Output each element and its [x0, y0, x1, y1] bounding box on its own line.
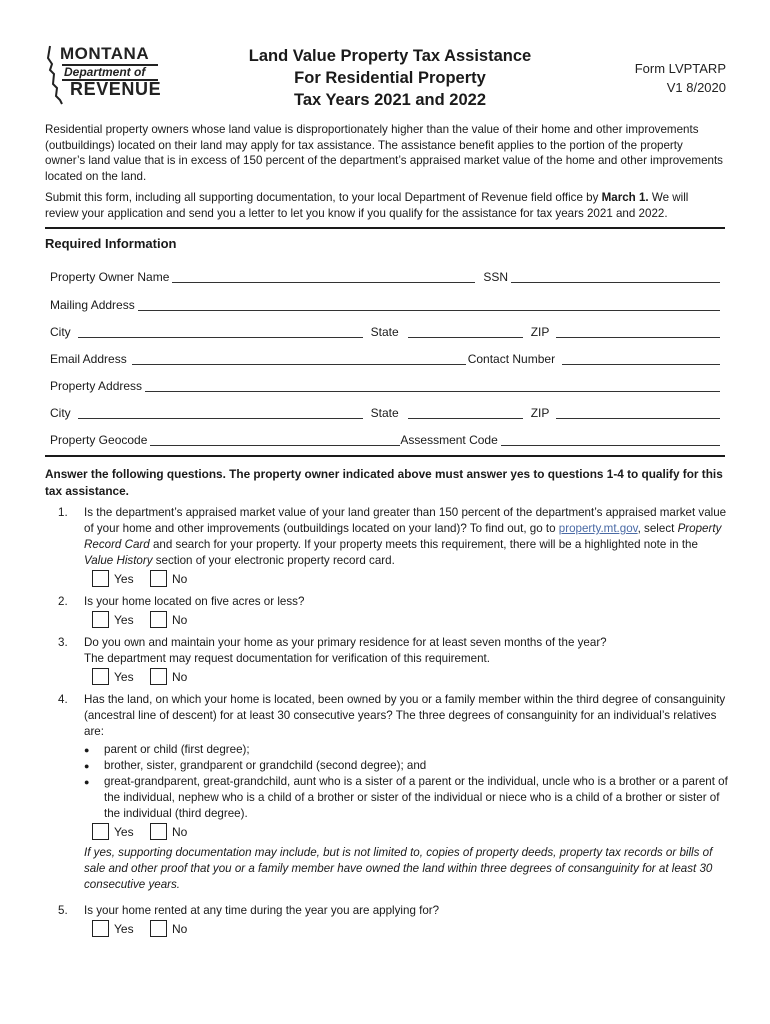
question-number: 1.	[58, 506, 68, 519]
list-item: ● parent or child (first degree);	[84, 742, 728, 758]
form-version: V1 8/2020	[666, 80, 726, 95]
yes-label: Yes	[114, 572, 134, 586]
title-line-1: Land Value Property Tax Assistance	[248, 47, 532, 65]
ssn-field[interactable]	[511, 271, 720, 283]
email-field[interactable]	[132, 353, 466, 365]
owner-name-label: Property Owner Name	[50, 270, 170, 284]
question-number: 5.	[58, 904, 68, 917]
documentation-note: If yes, supporting documentation may include, but is not limited to, copies of property deeds, property tax records or bills of sale and other proof that you or a family member have owned the land within three degrees of consanguinity for at least 30 consecutive years.	[84, 846, 713, 891]
question-2-answer	[92, 611, 728, 629]
mailing-address-label: Mailing Address	[50, 298, 135, 312]
question-5-text: Is your home rented at any time during the year you are applying for?	[84, 904, 440, 917]
intro-paragraph-2: Submit this form, including all supporting documentation, to your local Department of Revenue field office by March 1. We will review your application and send you a letter to let you know if you qualify for the assistance for tax years 2021 and 2022.	[45, 191, 689, 220]
question-4-text: Has the land, on which your home is located, been owned by you or a family member within the third degree of consanguinity (ancestral line of descent) for at least 30 consecutive years? The three degrees of consanguinity for an individual’s relatives are:	[84, 693, 726, 738]
property-state-field[interactable]	[408, 407, 523, 419]
question-4-answer	[92, 823, 728, 841]
question-2	[58, 594, 728, 629]
assessment-code-label: Assessment Code	[400, 433, 498, 447]
question-number: 3.	[58, 636, 68, 649]
yes-checkbox[interactable]	[92, 611, 109, 628]
list-item: ● brother, sister, grandparent or grandchild (second degree); and	[84, 758, 728, 774]
yes-label: Yes	[114, 922, 134, 936]
question-number: 2.	[58, 595, 68, 608]
question-5-answer	[92, 920, 728, 938]
state-field[interactable]	[408, 326, 523, 338]
question-4	[58, 692, 728, 893]
question-2-text: Is your home located on five acres or less?	[84, 595, 305, 608]
yes-checkbox[interactable]	[92, 570, 109, 587]
logo-text-revenue: REVENUE	[70, 79, 162, 99]
property-address-field[interactable]	[145, 380, 720, 392]
contact-number-label: Contact Number	[467, 352, 556, 366]
question-3	[58, 635, 728, 686]
consanguinity-list	[84, 742, 728, 822]
question-1	[58, 505, 728, 588]
title-line-2: For Residential Property	[294, 69, 486, 87]
no-label: No	[172, 670, 188, 684]
yes-checkbox[interactable]	[92, 920, 109, 937]
mailing-row	[50, 296, 720, 312]
title-line-3: Tax Years 2021 and 2022	[293, 91, 487, 109]
no-label: No	[172, 613, 188, 627]
no-label: No	[172, 572, 188, 586]
form-id	[600, 59, 726, 97]
zip-field[interactable]	[556, 326, 720, 338]
zip-label: ZIP	[530, 325, 550, 339]
contact-row	[50, 350, 720, 366]
ssn-label: SSN	[483, 270, 509, 284]
question-number: 4.	[58, 693, 68, 706]
yes-label: Yes	[114, 825, 134, 839]
email-label: Email Address	[50, 352, 127, 366]
question-5	[58, 903, 728, 938]
list-item: ● great-grandparent, great-grandchild, aunt who is a sister of a parent or the individual, uncle who is a brother or a parent of the individual, nephew who is a child of a brother or sister of the individual or niece who is a child of a brother or sister of the individual (third degree).	[84, 774, 728, 822]
logo-text-montana: MONTANA	[60, 44, 150, 63]
question-3-answer	[92, 668, 728, 686]
city-label: City	[50, 325, 71, 339]
section-heading-required: Required Information	[45, 236, 177, 251]
owner-name-field[interactable]	[172, 271, 475, 283]
geocode-row	[50, 431, 720, 447]
question-1-text: Is the department’s appraised market value of your land greater than 150 percent of the department’s appraised market value of your home and other improvements (outbuildings located on your land)? To find out, go to property.mt.gov, select Property Record Card and search for your property. If your property meets this requirement, there will be a highlighted note in the Value History section of your electronic property record card.	[84, 506, 727, 567]
no-label: No	[172, 825, 188, 839]
no-checkbox[interactable]	[150, 920, 167, 937]
property-zip-field[interactable]	[556, 407, 720, 419]
divider	[45, 227, 725, 229]
yes-checkbox[interactable]	[92, 823, 109, 840]
question-3-text: Do you own and maintain your home as your primary residence for at least seven months of the year? The department may request documentation for verification of this requirement.	[84, 636, 607, 665]
logo-text-department: Department of	[64, 65, 146, 79]
contact-number-field[interactable]	[562, 353, 720, 365]
intro-text	[45, 122, 725, 228]
no-checkbox[interactable]	[150, 611, 167, 628]
zip-label: ZIP	[530, 406, 550, 420]
no-checkbox[interactable]	[150, 668, 167, 685]
property-address-row	[50, 377, 720, 393]
no-checkbox[interactable]	[150, 570, 167, 587]
property-city-row	[50, 404, 720, 420]
property-address-label: Property Address	[50, 379, 143, 393]
property-mt-gov-link[interactable]: property.mt.gov	[558, 522, 638, 535]
state-label: State	[370, 325, 399, 339]
geocode-label: Property Geocode	[50, 433, 148, 447]
property-city-field[interactable]	[78, 407, 363, 419]
divider	[45, 455, 725, 457]
assessment-code-field[interactable]	[501, 434, 720, 446]
owner-row	[50, 268, 720, 284]
no-label: No	[172, 922, 188, 936]
yes-label: Yes	[114, 613, 134, 627]
question-1-answer	[92, 570, 728, 588]
yes-label: Yes	[114, 670, 134, 684]
mailing-address-field[interactable]	[138, 299, 720, 311]
intro-paragraph-1: Residential property owners whose land value is disproportionately higher than the value of their home and other improvements (outbuildings) located on their land may apply for tax assistance. The assistance benefit applies to the portion of the property owner’s land value that is in excess of 150 percent of the department’s appraised market value of the home and other improvements located on the land.	[45, 123, 723, 183]
city-field[interactable]	[78, 326, 363, 338]
yes-checkbox[interactable]	[92, 668, 109, 685]
questions-instructions: Answer the following questions. The property owner indicated above must answer yes to questions 1-4 to qualify for this tax assistance.	[45, 467, 723, 498]
montana-dor-logo	[44, 44, 162, 106]
form-number: Form LVPTARP	[634, 61, 726, 76]
no-checkbox[interactable]	[150, 823, 167, 840]
city-row	[50, 323, 720, 339]
state-label: State	[370, 406, 399, 420]
city-label: City	[50, 406, 71, 420]
geocode-field[interactable]	[150, 434, 400, 446]
form-title	[200, 45, 580, 111]
deadline: March 1.	[601, 191, 649, 205]
